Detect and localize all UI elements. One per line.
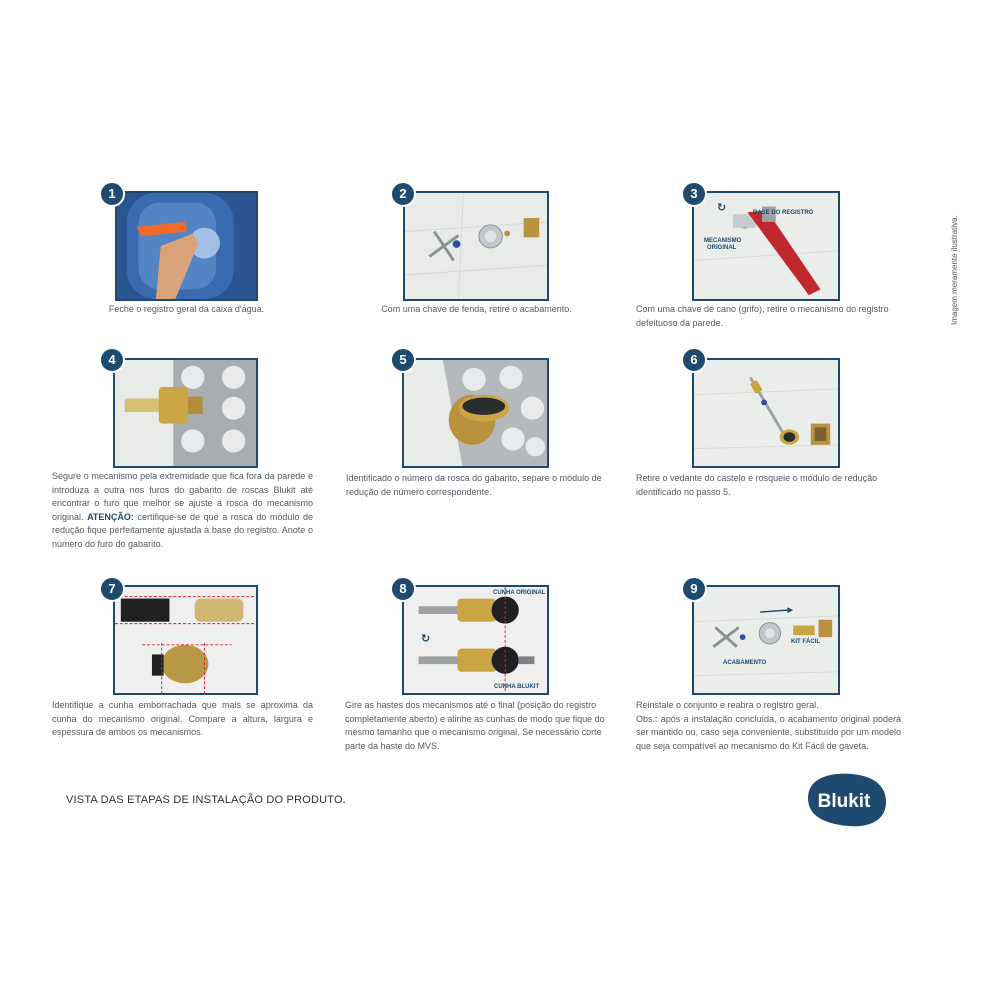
step-3-caption: Com uma chave de cano (grifo), retire o mecanismo do registro defeituoso da parede. xyxy=(636,304,889,328)
label-mecanismo-line1: MECANISMO xyxy=(704,238,742,244)
step-1-image xyxy=(115,191,258,301)
step-7-caption: Identifique a cunha emborrachada que mais se aproxima da cunha do mecanismo original. Compare a altura, largura e espessura de ambos os mecanismos. xyxy=(52,700,313,737)
label-cunha-blukit: CUNHA BLUKIT xyxy=(494,684,540,690)
step-9-caption-line2: Obs.: após a instalação concluída, o acabamento original poderá ser mantido ou, caso seja conveniente, substituído por um modelo que seja compatível ao mecanismo do Kit Fácil de gaveta. xyxy=(636,713,901,751)
step-4-image xyxy=(113,358,258,468)
step-9-caption xyxy=(636,699,901,753)
side-note: Imagem meramente ilustrativa. xyxy=(950,215,959,325)
blukit-logo xyxy=(800,768,890,830)
step-6-image xyxy=(692,358,840,468)
step-number: 1 xyxy=(99,181,125,207)
rotate-icon: ↻ xyxy=(421,633,431,645)
step-9-caption-line1: Reinstale o conjunto e reabra o registro geral. xyxy=(636,700,819,710)
footer-title: VISTA DAS ETAPAS DE INSTALAÇÃO DO PRODUTO. xyxy=(66,794,346,806)
step-4-caption-part2: certifique-se de que a rosca do módulo de redução fique perfeitamente ajustada à base do registro. Anote o número do furo do gabarito. xyxy=(52,511,313,549)
label-base-do-registro: BASE DO REGISTRO xyxy=(753,210,814,216)
step-8-caption: Gire as hastes dos mecanismos até o final (posição do registro completamente aberto) e alinhe as cunhas de modo que fique do mesmo tamanho que o mecanismo original. Se necessário corte parte da haste do MVS. xyxy=(345,700,605,751)
label-cunha-original: CUNHA ORIGINAL xyxy=(493,590,546,596)
step-4-caption xyxy=(52,470,313,551)
label-kit-facil: KIT FÁCIL xyxy=(791,639,820,645)
label-mecanismo-line2: ORIGINAL xyxy=(707,245,737,251)
step-4-caption-emphasis: ATENÇÃO: xyxy=(87,511,134,522)
step-number: 7 xyxy=(99,576,125,602)
step-2-image xyxy=(403,191,549,301)
step-4-caption-part1: Segure o mecanismo pela extremidade que fica fora da parede e introduza a outra nos furos do gabarito de roscas Blukit até encontrar o furo que melhor se ajuste a rosca do mecanismo original. xyxy=(52,471,313,522)
step-number: 3 xyxy=(681,181,707,207)
blukit-logo-text: Blukit xyxy=(817,791,871,812)
step-number: 9 xyxy=(681,576,707,602)
step-number: 5 xyxy=(390,347,416,373)
step-number: 4 xyxy=(99,347,125,373)
rotate-icon: ↻ xyxy=(717,202,727,214)
step-number: 2 xyxy=(390,181,416,207)
step-6-caption: Retire o vedante do castelo e rosqueie o módulo de redução identificado no passo 5. xyxy=(636,473,878,497)
step-7-image xyxy=(113,585,258,695)
step-5-caption: Identificado o número da rosca do gabarito, separe o módulo de redução de número correspondente. xyxy=(346,473,602,497)
step-1-caption: Feche o registro geral da caixa d'água. xyxy=(108,304,265,314)
step-number: 6 xyxy=(681,347,707,373)
label-acabamento: ACABAMENTO xyxy=(723,660,767,666)
step-number: 8 xyxy=(390,576,416,602)
step-2-caption: Com uma chave de fenda, retire o acabamento. xyxy=(381,304,572,314)
step-5-image xyxy=(402,358,549,468)
